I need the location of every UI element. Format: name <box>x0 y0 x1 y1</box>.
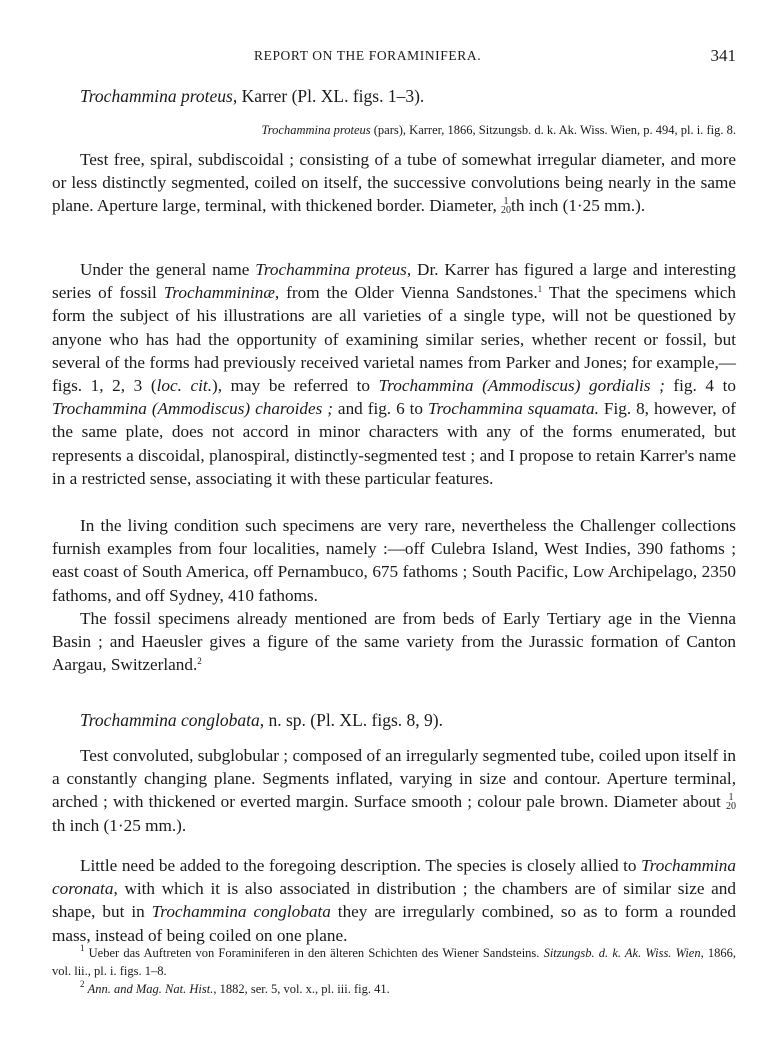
fraction: 1 20 <box>501 196 512 217</box>
discussion-conglobata <box>52 854 736 947</box>
species-heading-proteus <box>80 86 424 107</box>
taxon: Trochammina conglobata <box>151 902 331 922</box>
footnote-mark: 2 <box>80 979 85 989</box>
taxon: Trochammina proteus <box>255 260 407 279</box>
discussion-proteus-p2 <box>52 514 736 607</box>
text: Fig. 8, however, of the same plate, does not accord in minor characters with any of the forms enumerated, but represents a discoidal, planospiral, distinctly-segmented test ; and I propose to retain Karrer's name in a restricted sense, associating it with these particular features. <box>52 399 737 488</box>
running-head-title: REPORT ON THE FORAMINIFERA. <box>254 48 482 63</box>
text: ), may be referred to <box>212 376 379 396</box>
text: , 1866, vol. lii., pl. i. figs. 1–8. <box>52 946 736 978</box>
footnote-2 <box>52 980 736 998</box>
taxon: Trochammina (Ammodiscus) gordialis ; <box>378 376 665 396</box>
discussion-proteus-p1 <box>52 258 736 490</box>
species-heading-conglobata <box>80 710 443 731</box>
taxon: Trochammininæ <box>163 283 275 303</box>
page-number: 341 <box>710 46 736 65</box>
text: Little need be added to the foregoing description. The species is closely allied to <box>80 856 642 875</box>
synonymy-reference: (pars), Karrer, 1866, Sitzungsb. d. k. Ak. Wiss. Wien, p. 494, pl. i. fig. 8. <box>370 123 736 137</box>
journal: Sitzungsb. d. k. Ak. Wiss. Wien <box>543 946 701 960</box>
synonymy-line <box>261 123 736 138</box>
species-authority: , Karrer (Pl. XL. figs. 1–3). <box>232 86 425 106</box>
running-head <box>52 48 736 72</box>
taxon: Trochammina (Ammodiscus) charoides ; <box>52 399 333 419</box>
text: Test convoluted, subglobular ; composed of an irregularly segmented tube, coiled upon itself in a constantly changing plane. Segments inflated, varying in size and contour. Aperture terminal, arched ; with thickened or everted margin. Surface smooth ; colour pale brown. Diameter about <box>52 746 736 812</box>
footnote-ref-2[interactable]: 2 <box>197 656 202 667</box>
text: In the living condition such specimens are very rare, nevertheless the Challenger collections furnish examples from four localities, namely :—off Culebra Island, West Indies, 390 fathoms ; east coast of South America, off Pernambuco, 675 fathoms ; South Pacific, Low Archipelago, 2350 fathoms, and off Sydney, 410 fathoms. <box>52 516 736 605</box>
species-name: Trochammina proteus <box>80 86 233 106</box>
footnote-1 <box>52 944 736 980</box>
loc-cit: loc. cit. <box>156 376 213 396</box>
species-authority: , n. sp. (Pl. XL. figs. 8, 9). <box>259 710 443 730</box>
text: Test free, spiral, subdiscoidal ; consisting of a tube of somewhat irregular diameter, and more or less distinctly segmented, coiled on itself, the successive convolutions being nearly in the same plane. Aperture large, terminal, with thickened border. Diameter, <box>52 150 736 216</box>
text: th inch (1·25 mm.). <box>511 196 646 216</box>
description-conglobata <box>52 744 736 837</box>
footnote-ref-1[interactable]: 1 <box>537 284 543 295</box>
species-name: Trochammina conglobata <box>80 710 260 730</box>
text: Under the general name <box>80 260 256 279</box>
text: they are irregularly combined, so as to form a rounded mass, instead of being coiled on one plane. <box>52 902 737 945</box>
text: fig. 4 to <box>664 376 737 396</box>
text: , Dr. Karrer has figured a large and interesting series of fossil <box>52 260 736 303</box>
description-proteus <box>52 148 736 218</box>
text: Ueber das Auftreten von Foraminiferen in den älteren Schichten des Wiener Sandsteins. <box>84 946 544 960</box>
text: th inch (1·25 mm.). <box>52 815 187 835</box>
text: That the specimens which form the subject of his illustrations are all varieties of a single type, will not be questioned by anyone who has had the opportunity of examining similar series, whether recent or fossil, but several of the forms had previously received varietal names from Parker and Jones; for example,—figs. 1, 2, 3 ( <box>52 283 736 396</box>
synonymy-name: Trochammina proteus <box>261 123 371 137</box>
taxon: Trochammina squamata. <box>427 399 599 419</box>
fraction: 1 20 <box>726 792 736 813</box>
text: , from the Older Vienna Sandstones. <box>274 283 538 303</box>
text: , 1882, ser. 5, vol. x., pl. iii. fig. 41. <box>213 982 390 996</box>
journal: Ann. and Mag. Nat. Hist. <box>87 982 214 996</box>
footnote-mark: 1 <box>80 943 85 953</box>
text: The fossil specimens already mentioned are from beds of Early Tertiary age in the Vienna Basin ; and Haeusler gives a figure of the same variety from the Jurassic formation of Canton Aargau, Switzerland. <box>52 609 736 675</box>
discussion-proteus-p3 <box>52 607 736 677</box>
taxon: Trochammina coronata <box>52 856 736 899</box>
text: and fig. 6 to <box>332 399 428 419</box>
text: , with which it is also associated in distribution ; the chambers are of similar size and shape, but in <box>52 879 736 922</box>
